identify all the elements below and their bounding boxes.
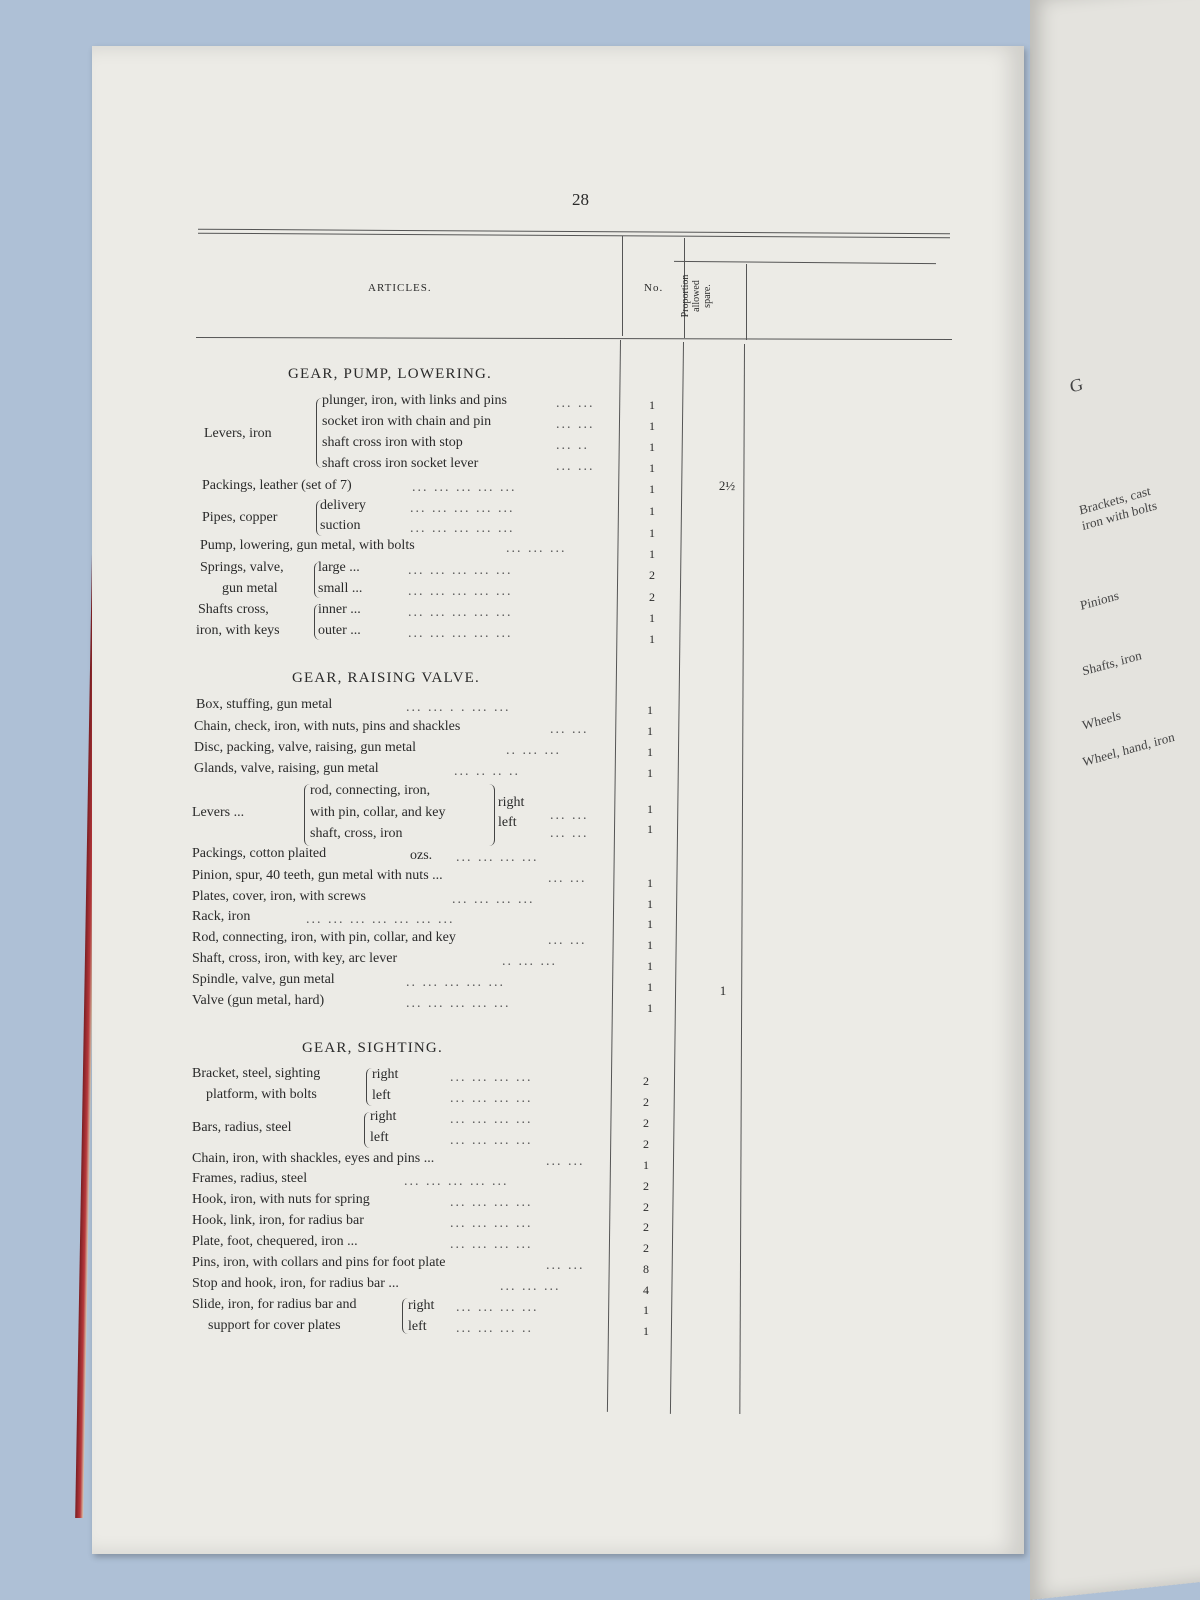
leader-dots: ... ... . . ... ...	[406, 700, 511, 715]
row-label: Plates, cover, iron, with screws	[192, 889, 367, 904]
leader-dots: ... ... ... ...	[450, 1216, 533, 1231]
row-label: Packings, leather (set of 7)	[202, 478, 352, 493]
quantity-value: 1	[649, 504, 655, 518]
row-label: platform, with bolts	[206, 1087, 317, 1102]
quantity-value: 1	[647, 876, 653, 890]
quantity-value: 1	[647, 745, 653, 759]
leader-dots: ... ...	[550, 808, 589, 823]
leader-dots: ... ...	[546, 1258, 585, 1273]
row-label: left	[408, 1319, 427, 1334]
facing-page	[1030, 0, 1200, 1600]
page-number: 28	[572, 190, 589, 209]
quantity-value: 2	[643, 1074, 649, 1088]
quantity-value: 4	[643, 1283, 649, 1297]
row-label: Pump, lowering, gun metal, with bolts	[200, 538, 415, 553]
leader-dots: ... ... ... ...	[456, 1300, 539, 1315]
leader-dots: ... ... ... ...	[450, 1070, 533, 1085]
leader-dots: ... ... ... ...	[450, 1237, 533, 1252]
row-label: Frames, radius, steel	[192, 1171, 308, 1186]
row-label: Shaft, cross, iron, with key, arc lever	[192, 951, 398, 966]
quantity-value: 1	[647, 766, 653, 780]
row-label: Plate, foot, chequered, iron ...	[192, 1234, 358, 1249]
header-articles: ARTICLES.	[368, 282, 432, 294]
quantity-value: 2	[643, 1116, 649, 1130]
leader-dots: ... ...	[548, 933, 587, 948]
row-label: large ...	[318, 560, 360, 575]
row-label: socket iron with chain and pin	[322, 414, 492, 429]
row-label: Hook, iron, with nuts for spring	[192, 1192, 370, 1207]
quantity-value: 1	[643, 1324, 649, 1338]
row-label: right	[408, 1298, 435, 1313]
leader-dots: ... ... ... ...	[450, 1195, 533, 1210]
quantity-value: 1	[647, 917, 653, 931]
leader-dots: ... ... ... ... ...	[408, 563, 513, 578]
quantity-value: 2	[649, 568, 655, 582]
quantity-value: 1	[647, 959, 653, 973]
row-label: Springs, valve,	[200, 560, 284, 575]
quantity-value: 1	[643, 1303, 649, 1317]
row-label: support for cover plates	[208, 1318, 341, 1333]
row-label: shaft cross iron socket lever	[322, 456, 479, 471]
quantity-value: 2	[643, 1241, 649, 1255]
leader-dots: ... ...	[550, 826, 589, 841]
row-label: delivery	[320, 498, 366, 513]
row-label: Pipes, copper	[202, 510, 278, 525]
quantity-value: 2	[643, 1137, 649, 1151]
quantity-value: 1	[649, 440, 655, 454]
row-label: Shafts cross,	[198, 602, 269, 617]
leader-dots: ... ... ... ...	[450, 1112, 533, 1127]
leader-dots: ... ... ... ... ...	[408, 605, 513, 620]
section-title: GEAR, PUMP, LOWERING.	[288, 366, 492, 382]
header-proportion: Proportion allowed spare.	[680, 274, 713, 318]
row-label: Disc, packing, valve, raising, gun metal	[194, 740, 416, 755]
quantity-value: 1	[649, 526, 655, 540]
leader-dots: ... ... ... ... ...	[408, 584, 513, 599]
row-label: right	[372, 1067, 399, 1082]
row-label: inner ...	[318, 602, 361, 617]
row-label: shaft cross iron with stop	[322, 435, 463, 450]
leader-dots: ... ... ... ..	[456, 1321, 533, 1336]
row-label: rod, connecting, iron,	[310, 783, 431, 798]
row-label: with pin, collar, and key	[310, 805, 446, 820]
quantity-value: 1	[647, 980, 653, 994]
quantity-value: 1	[649, 461, 655, 475]
quantity-value: 1	[647, 897, 653, 911]
quantity-value: 1	[649, 482, 655, 496]
leader-dots: .. ... ... ... ...	[406, 975, 505, 990]
quantity-value: 2	[649, 590, 655, 604]
leader-dots: ... ...	[556, 417, 595, 432]
quantity-value: 1	[647, 938, 653, 952]
spare-value: 1	[719, 983, 727, 998]
quantity-value: 1	[649, 632, 655, 646]
header-no: No.	[644, 282, 664, 294]
row-label: Pins, iron, with collars and pins for foot plate	[192, 1255, 446, 1270]
quantity-value: 1	[647, 724, 653, 738]
quantity-value: 2	[643, 1220, 649, 1234]
quantity-value: 2	[643, 1200, 649, 1214]
facing-pinions: Pinions	[1078, 587, 1120, 613]
quantity-value: 1	[647, 822, 653, 836]
row-label: Hook, link, iron, for radius bar	[192, 1213, 364, 1228]
row-label: plunger, iron, with links and pins	[322, 393, 507, 408]
row-label: right	[370, 1109, 397, 1124]
leader-dots: ... ...	[548, 871, 587, 886]
leader-dots: ... ...	[546, 1154, 585, 1169]
row-label: left	[498, 815, 517, 830]
row-label: Valve (gun metal, hard)	[192, 993, 325, 1008]
section-title: GEAR, RAISING VALVE.	[292, 670, 480, 686]
facing-letter: G	[1068, 373, 1085, 397]
quantity-value: 1	[647, 802, 653, 816]
row-label: Packings, cotton plaited	[192, 846, 327, 861]
facing-wheel-hand: Wheel, hand, iron	[1081, 729, 1176, 770]
row-label: ozs.	[410, 848, 433, 863]
leader-dots: ... ... ... ... ... ... ...	[306, 912, 455, 927]
row-label: left	[370, 1130, 389, 1145]
quantity-value: 1	[649, 547, 655, 561]
leader-dots: ... ..	[556, 438, 589, 453]
quantity-value: 1	[647, 703, 653, 717]
quantity-value: 1	[649, 419, 655, 433]
leader-dots: ... ... ...	[500, 1279, 561, 1294]
row-label: Pinion, spur, 40 teeth, gun metal with nuts ...	[192, 868, 443, 883]
row-label: Chain, check, iron, with nuts, pins and shackles	[194, 719, 461, 734]
row-label: left	[372, 1088, 391, 1103]
leader-dots: ... ... ...	[506, 541, 567, 556]
facing-brackets: Brackets, cast iron with bolts	[1077, 483, 1158, 533]
leader-dots: ... .. .. ..	[454, 764, 520, 779]
row-label: right	[498, 795, 525, 810]
leader-dots: ... ...	[556, 396, 595, 411]
leader-dots: .. ... ...	[502, 954, 557, 969]
quantity-value: 1	[649, 398, 655, 412]
leader-dots: ... ... ... ... ...	[408, 626, 513, 641]
leader-dots: ... ...	[556, 459, 595, 474]
leader-dots: ... ... ... ... ...	[404, 1174, 509, 1189]
leader-dots: ... ... ... ...	[456, 850, 539, 865]
facing-wheels: Wheels	[1080, 707, 1122, 733]
brace	[488, 784, 495, 846]
row-label: iron, with keys	[196, 623, 280, 638]
leader-dots: ... ... ... ... ...	[412, 480, 517, 495]
quantity-value: 2	[643, 1179, 649, 1193]
leader-dots: ... ... ... ...	[450, 1133, 533, 1148]
col-line-3-head	[746, 264, 747, 340]
leader-dots: ... ... ... ... ...	[406, 996, 511, 1011]
leader-dots: .. ... ...	[506, 743, 561, 758]
quantity-value: 1	[643, 1158, 649, 1172]
section-title: GEAR, SIGHTING.	[302, 1040, 443, 1056]
row-label: Rod, connecting, iron, with pin, collar, and key	[192, 930, 456, 945]
row-label: gun metal	[222, 581, 278, 596]
spare-value: 2½	[718, 478, 736, 493]
leader-dots: ... ... ... ...	[450, 1091, 533, 1106]
leader-dots: ... ... ... ... ...	[410, 521, 515, 536]
row-label: Levers, iron	[204, 426, 272, 441]
quantity-value: 2	[643, 1095, 649, 1109]
row-label: Levers ...	[192, 805, 245, 820]
col-line-1-head	[622, 236, 623, 336]
quantity-value: 1	[649, 611, 655, 625]
leader-dots: ... ... ... ... ...	[410, 501, 515, 516]
row-label: Bars, radius, steel	[192, 1120, 292, 1135]
row-label: Box, stuffing, gun metal	[196, 697, 333, 712]
row-label: outer ...	[318, 623, 361, 638]
quantity-value: 1	[647, 1001, 653, 1015]
row-label: Rack, iron	[192, 909, 251, 924]
row-label: shaft, cross, iron	[310, 826, 403, 841]
facing-shafts: Shafts, iron	[1081, 647, 1143, 679]
quantity-value: 8	[643, 1262, 649, 1276]
row-label: Stop and hook, iron, for radius bar ...	[192, 1276, 399, 1291]
row-label: small ...	[318, 581, 363, 596]
row-label: Bracket, steel, sighting	[192, 1066, 321, 1081]
leader-dots: ... ...	[550, 722, 589, 737]
row-label: Chain, iron, with shackles, eyes and pins ...	[192, 1151, 435, 1166]
row-label: Glands, valve, raising, gun metal	[194, 761, 379, 776]
leader-dots: ... ... ... ...	[452, 892, 535, 907]
row-label: Slide, iron, for radius bar and	[192, 1297, 357, 1312]
row-label: Spindle, valve, gun metal	[192, 972, 335, 987]
row-label: suction	[320, 518, 361, 533]
